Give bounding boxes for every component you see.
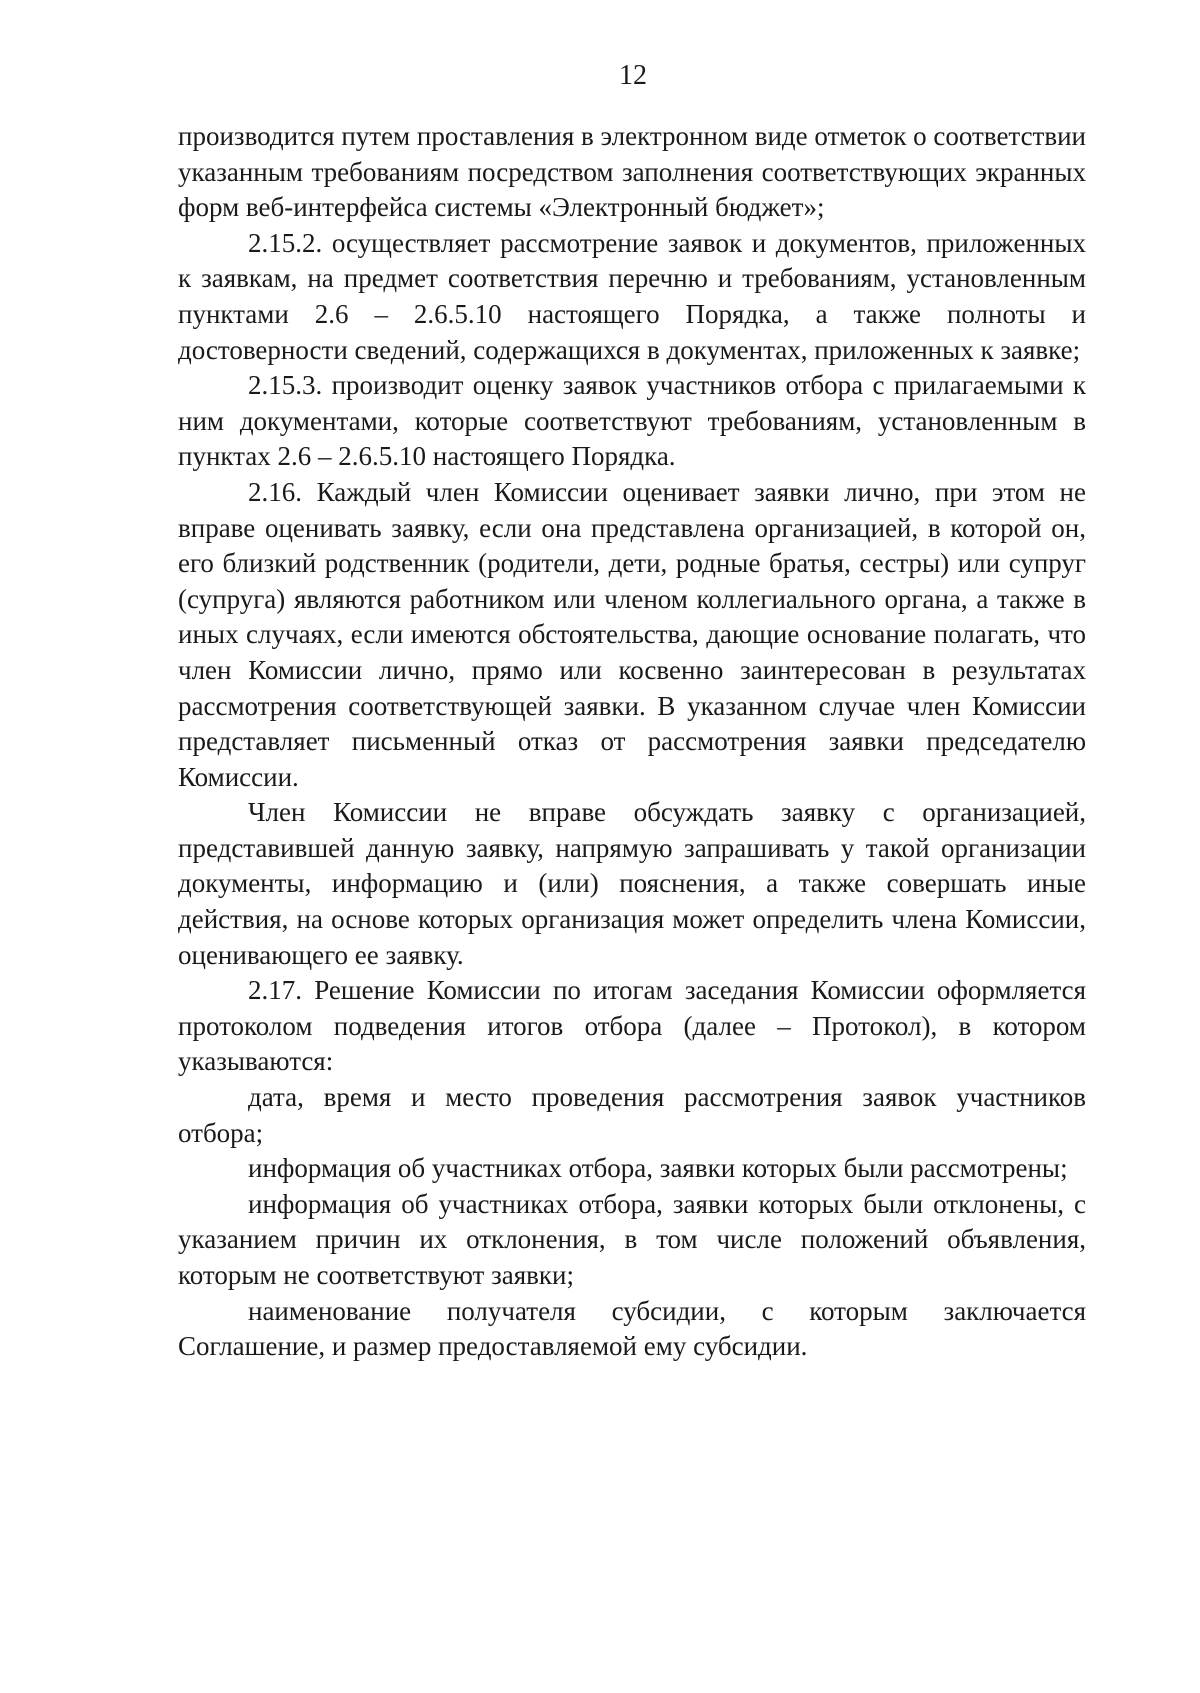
paragraph-2-15-3: 2.15.3. производит оценку заявок участников отбора с прилагаемыми к ним документами, которые соответствуют требованиям, установленным в пунктах 2.6 – 2.6.5.10 настоящего Порядка. [178,370,1086,472]
paragraph-commission-member: Член Комиссии не вправе обсуждать заявку с организацией, представившей данную заявку, напрямую запрашивать у такой организации документы, информацию и (или) пояснения, а также совершать иные действия, на основе которых организация может определить члена Комиссии, оценивающего ее заявку. [178,797,1086,970]
paragraph-2-16: 2.16. Каждый член Комиссии оценивает заявки лично, при этом не вправе оценивать заявку, если она представлена организацией, в которой он, его близкий родственник (родители, дети, родные братья, сестры) или супруг (супруга) являются работником или членом коллегиального органа, а также в иных случаях, если имеются обстоятельства, дающие основание полагать, что член Комиссии лично, прямо или косвенно заинтересован в результатах рассмотрения соответствующей заявки. В указанном случае член Комиссии представляет письменный отказ от рассмотрения заявки председателю Комиссии. [178,476,1086,792]
list-item-participants-reviewed: информация об участниках отбора, заявки которых были рассмотрены; [248,1153,1068,1184]
paragraph-2-17: 2.17. Решение Комиссии по итогам заседания Комиссии оформляется протоколом подведения итогов отбора (далее – Протокол), в котором указываются: [178,975,1086,1077]
paragraph-2-15-2: 2.15.2. осуществляет рассмотрение заявок и документов, приложенных к заявкам, на предмет соответствия перечню и требованиям, установленным пунктами 2.6 – 2.6.5.10 настоящего Порядка, а также полноты и достоверности сведений, содержащихся в документах, приложенных к заявке; [178,227,1086,365]
list-item-participants-rejected: информация об участниках отбора, заявки которых были отклонены, с указанием причин их отклонения, в том числе положений объявления, которым не соответствуют заявки; [178,1188,1086,1290]
list-item-subsidy-recipient: наименование получателя субсидии, с которым заключается Соглашение, и размер предоставляемой ему субсидии. [178,1295,1086,1362]
page-number: 12 [619,60,647,91]
list-item-date-time-place: дата, время и место проведения рассмотрения заявок участников отбора; [178,1082,1086,1148]
paragraph-continuation: производится путем проставления в электронном виде отметок о соответствии указанным требованиям посредством заполнения соответствующих экранных форм веб-интерфейса системы «Электронный бюджет»; [178,121,1086,223]
document-body [178,119,1086,1365]
